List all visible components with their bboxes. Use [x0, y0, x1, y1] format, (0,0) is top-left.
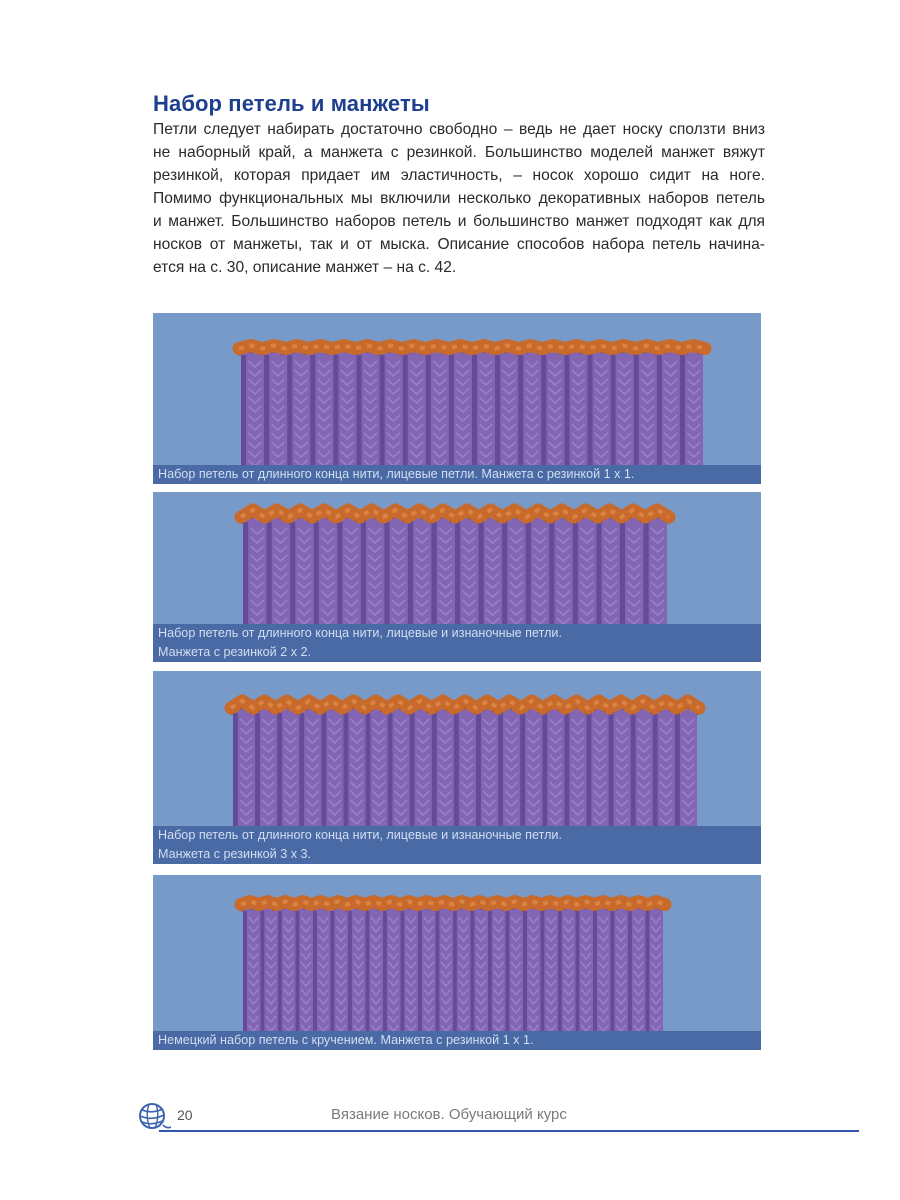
intro-line: ется на с. 30, описание манжет – на с. 42.	[153, 259, 457, 276]
section-heading: Набор петель и манжеты	[153, 91, 430, 116]
footer-divider	[159, 1130, 859, 1132]
intro-paragraph	[153, 118, 765, 279]
book-title: Вязание носков. Обучающий курс	[331, 1106, 567, 1123]
caption-line: Набор петель от длинного конца нити, лицевые и изнаночные петли.	[158, 626, 562, 640]
caption-line: Манжета с резинкой 3 х 3.	[158, 847, 312, 861]
photo-caption	[153, 826, 761, 864]
intro-line: Помимо функциональных мы включили несколько декоративных наборов петель	[153, 190, 765, 207]
caption-line: Набор петель от длинного конца нити, лицевые петли. Манжета с резинкой 1 х 1.	[158, 467, 635, 481]
intro-line: и манжет. Большинство наборов петель и большинство манжет подходят как для	[153, 213, 765, 230]
intro-line: носков от манжеты, так и от мыска. Описание способов набора петель начина-	[153, 236, 765, 253]
caption-line: Манжета с резинкой 2 х 2.	[158, 645, 312, 659]
cuff-photo-3	[153, 671, 761, 864]
intro-line: резинкой, которая придает им эластичность, – носок хорошо сидит на ноге.	[153, 167, 765, 184]
intro-line: не наборный край, а манжета с резинкой. Большинство моделей манжет вяжут	[153, 144, 765, 161]
knitted-cuff-illustration	[153, 313, 761, 484]
intro-line: Петли следует набирать достаточно свободно – ведь не дает носку сползти вниз	[153, 121, 765, 138]
knitted-cuff-illustration	[153, 875, 761, 1050]
caption-line: Набор петель от длинного конца нити, лицевые и изнаночные петли.	[158, 828, 562, 842]
photo-caption	[153, 465, 761, 484]
yarn-ball-icon	[137, 1101, 171, 1131]
cuff-photo-4	[153, 875, 761, 1050]
photo-caption	[153, 1031, 761, 1050]
caption-line: Немецкий набор петель с кручением. Манжета с резинкой 1 х 1.	[158, 1033, 534, 1047]
photo-caption	[153, 624, 761, 662]
cuff-photo-2	[153, 492, 761, 662]
cuff-photo-1	[153, 313, 761, 484]
page-number: 20	[177, 1107, 193, 1123]
